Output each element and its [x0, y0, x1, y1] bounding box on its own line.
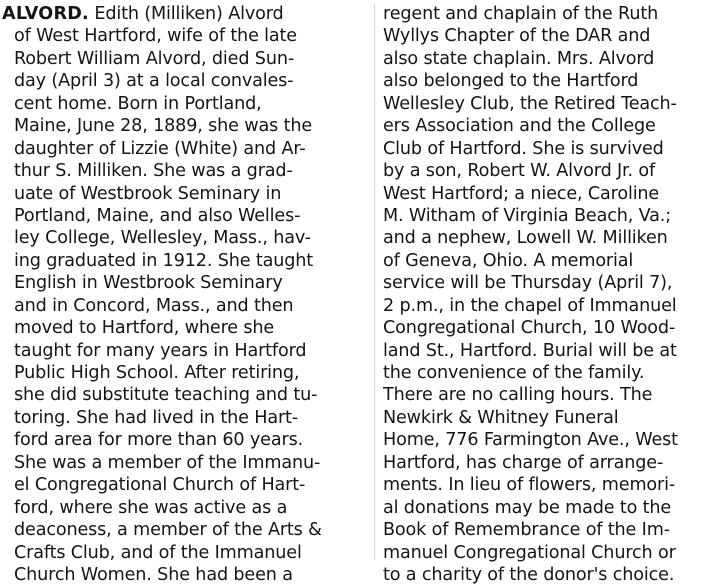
- obituary-line: manuel Congregational Church or: [383, 542, 676, 563]
- obituary-line: Home, 776 Farmington Ave., West: [383, 430, 678, 451]
- obituary-line: There are no calling hours. The: [383, 385, 653, 406]
- obituary-line: ley College, Wellesley, Mass., hav-: [14, 228, 311, 249]
- obituary-line: of Geneva, Ohio. A memorial: [383, 250, 634, 271]
- cut-off-text-fragment: [12, 558, 372, 564]
- obituary-line: Wyllys Chapter of the DAR and: [383, 26, 651, 47]
- obituary-line: Edith (Milliken) Alvord: [88, 4, 284, 24]
- obituary-line: West Hartford; a niece, Caroline: [383, 183, 660, 204]
- obituary-line: Crafts Club, and of the Immanuel: [14, 542, 302, 563]
- obituary-line: day (April 3) at a local convales-: [14, 71, 294, 92]
- obituary-line: el Congregational Church of Hart-: [14, 475, 306, 496]
- obituary-line: and a nephew, Lowell W. Milliken: [383, 228, 668, 249]
- obituary-line: deaconess, a member of the Arts &: [14, 520, 322, 541]
- column-divider: [374, 4, 375, 560]
- obituary-line: the convenience of the family.: [383, 363, 645, 383]
- obituary-line: al donations may be made to the: [383, 497, 672, 518]
- obituary-line: She was a member of the Immanu-: [14, 452, 321, 473]
- obituary-line: daughter of Lizzie (White) and Ar-: [14, 138, 306, 159]
- obituary-line: ing graduated in 1912. She taught: [14, 250, 313, 271]
- obituary-line: ers Association and the College: [383, 116, 656, 137]
- obituary-line: moved to Hartford, where she: [14, 318, 275, 339]
- obituary-surname: ALVORD.: [2, 4, 89, 24]
- obituary-line: regent and chaplain of the Ruth: [383, 4, 659, 24]
- obituary-line: Club of Hartford. She is survived: [383, 138, 664, 159]
- obituary-line: also belonged to the Hartford: [383, 71, 639, 92]
- obituary-line: to a charity of the donor's choice.: [383, 564, 675, 585]
- obituary-right-column: [383, 3, 717, 586]
- obituary-line: taught for many years in Hartford: [14, 340, 307, 361]
- obituary-line: service will be Thursday (April 7),: [383, 273, 673, 294]
- obituary-left-column: [2, 3, 364, 586]
- obituary-line: English in Westbrook Seminary: [14, 273, 283, 294]
- obituary-line: Church Women. She had been a: [14, 564, 293, 585]
- obituary-line: Portland, Maine, and also Welles-: [14, 205, 301, 226]
- obituary-line: by a son, Robert W. Alvord Jr. of: [383, 161, 656, 182]
- obituary-line: Hartford, has charge of arrange-: [383, 452, 664, 473]
- obituary-line: Congregational Church, 10 Wood-: [383, 318, 676, 339]
- obituary-line: ford, where she was active as a: [14, 497, 288, 518]
- obituary-line: thur S. Milliken. She was a grad-: [14, 161, 293, 182]
- obituary-line: M. Witham of Virginia Beach, Va.;: [383, 205, 672, 226]
- obituary-first-line: [2, 3, 364, 25]
- obituary-line: Public High School. After retiring,: [14, 363, 300, 383]
- obituary-line: Book of Remembrance of the Im-: [383, 520, 670, 541]
- obituary-line: 2 p.m., in the chapel of Immanuel: [383, 295, 677, 316]
- obituary-line: uate of Westbrook Seminary in: [14, 183, 282, 204]
- obituary-line: land St., Hartford. Burial will be at: [383, 340, 677, 361]
- obituary-line: cent home. Born in Portland,: [14, 93, 262, 114]
- obituary-line: toring. She had lived in the Hart-: [14, 407, 298, 428]
- obituary-line: of West Hartford, wife of the late: [14, 26, 297, 47]
- obituary-line: ford area for more than 60 years.: [14, 430, 304, 451]
- obituary-line: also state chaplain. Mrs. Alvord: [383, 48, 655, 69]
- obituary-line: ments. In lieu of flowers, memori-: [383, 475, 676, 496]
- obituary-line: she did substitute teaching and tu-: [14, 385, 318, 406]
- obituary-line: Maine, June 28, 1889, she was the: [14, 116, 313, 137]
- obituary-line: Robert William Alvord, died Sun-: [14, 48, 295, 69]
- obituary-line: and in Concord, Mass., and then: [14, 295, 294, 316]
- obituary-line: Wellesley Club, the Retired Teach-: [383, 93, 677, 114]
- obituary-line: Newkirk & Whitney Funeral: [383, 407, 619, 428]
